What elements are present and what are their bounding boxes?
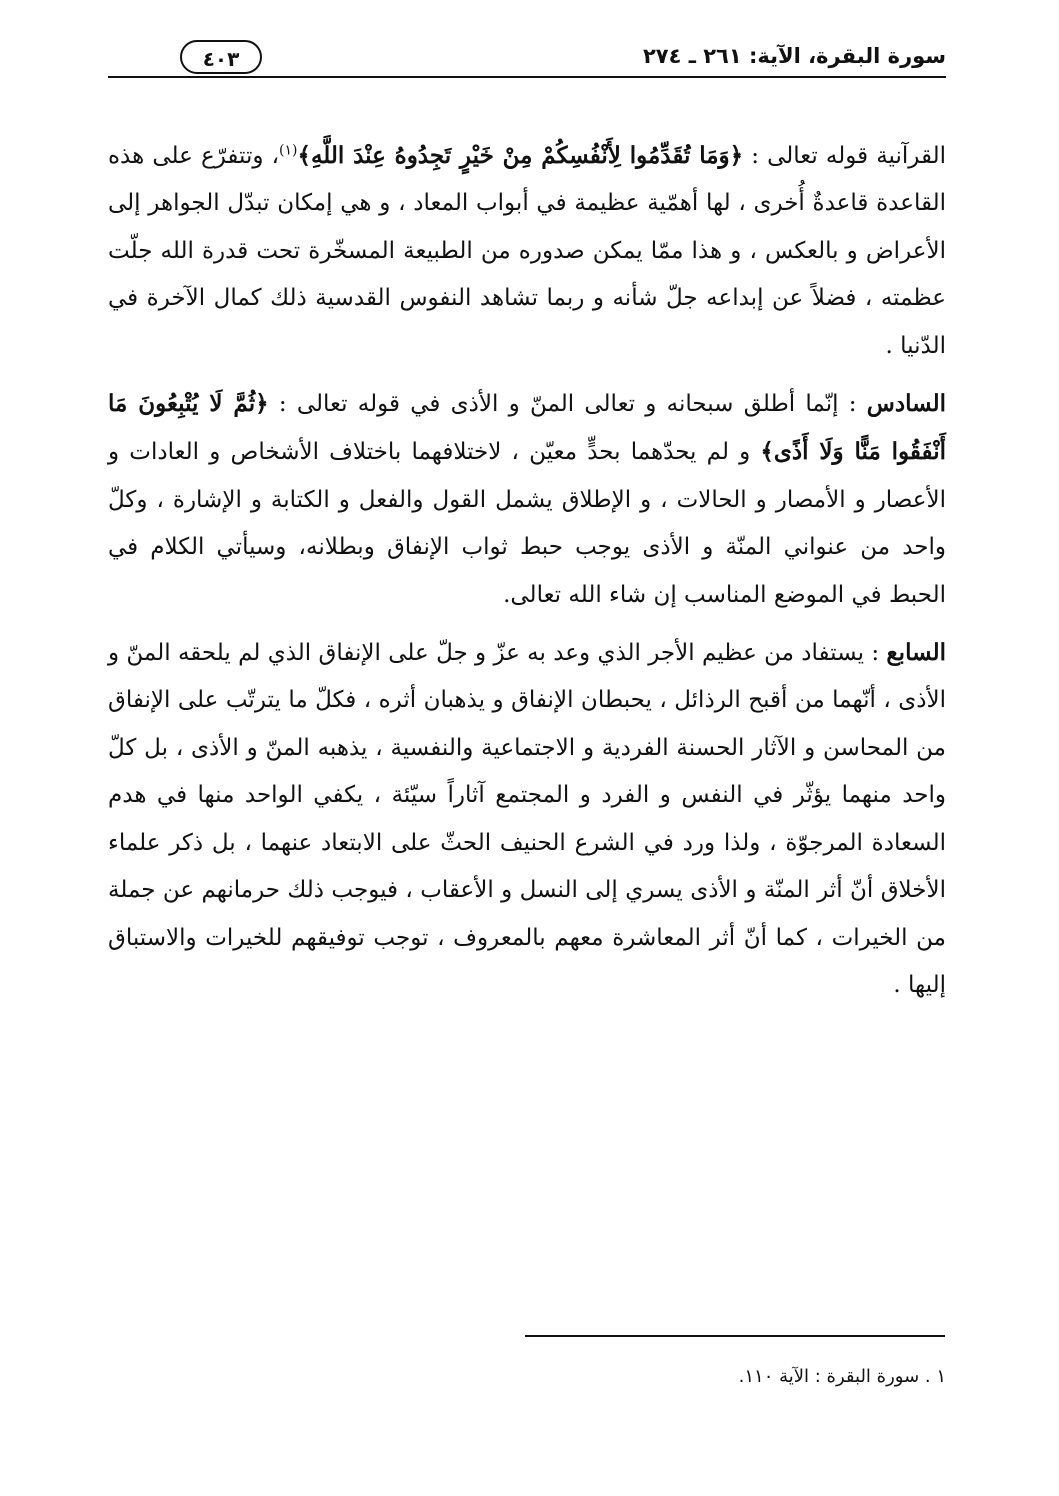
header-rule bbox=[108, 76, 946, 78]
section-lead-seventh: السابع bbox=[886, 639, 946, 667]
page-header bbox=[108, 38, 946, 88]
paragraph-sixth-text-b: و لم يحدّهما بحدٍّ معيّن ، لاختلافهما باختلاف الأشخاص و العادات و الأعصار و الأمصار و الحالات ، و الإطلاق يشمل القول والفعل و الكتابة و الإشارة ، وكلّ واحد من عنواني المنّة و الأذى يوجب حبط ثواب الإنفاق وبطلانه، وسيأتي الكلام في الحبط في الموضع المناسب إن شاء الله تعالى. bbox=[108, 439, 947, 608]
paragraph-seventh bbox=[108, 629, 946, 1009]
paragraph-sixth bbox=[108, 380, 946, 619]
paragraph-seventh-text: : يستفاد من عظيم الأجر الذي وعد به عزّ و جلّ على الإنفاق الذي لم يلحقه المنّ و الأذى ، أنّهما من أقبح الرذائل ، يحبطان الإنفاق و يذهبان أثره ، فكلّ ما يترتّب على الإنفاق من المحاسن و الآثار الحسنة الفردية و الاجتماعية والنفسية ، يذهبه المنّ و الأذى ، بل كلّ واحد منهما يؤثّر في النفس و الفرد و المجتمع آثاراً سيّئة ، يكفي الواحد منها في هدم السعادة المرجوّة ، ولذا ورد في الشرع الحنيف الحثّ على الابتعاد عنهما ، بل ذكر علماء الأخلاق أنّ أثر المنّة و الأذى يسري إلى النسل و الأعقاب ، فيوجب ذلك حرمانهم عن جملة من الخيرات ، كما أنّ أثر المعاشرة معهم بالمعروف ، توجب توفيقهم للخيرات والاستباق إليها . bbox=[108, 640, 946, 998]
paragraph-1-text-a: القرآنية قوله تعالى : bbox=[743, 143, 946, 169]
quran-verse: ﴿ثُمَّ لَا يُتْبِعُونَ مَا أَنْفَقُوا مَنًّا وَلَا أَذًى﴾ bbox=[108, 390, 946, 466]
section-lead-sixth: السادس bbox=[866, 390, 946, 418]
body-text bbox=[108, 132, 946, 1009]
paragraph-1 bbox=[108, 132, 946, 370]
footnote: ١ . سورة البقرة : الآية ١١٠. bbox=[738, 1366, 946, 1387]
footnote-rule bbox=[525, 1335, 945, 1337]
footnote-marker: (١) bbox=[279, 142, 298, 159]
quran-verse: ﴿وَمَا تُقَدِّمُوا لِأَنْفُسِكُمْ مِنْ خَيْرٍ تَجِدُوهُ عِنْدَ اللَّهِ﴾ bbox=[297, 142, 744, 169]
paragraph-1-text-b: ، وتتفرّع على هذه القاعدة قاعدةٌ أُخرى ، لها أهمّية عظيمة في أبواب المعاد ، و هي إمكان تبدّل الجواهر إلى الأعراض و بالعكس ، و هذا ممّا يمكن صدوره من الطبيعة المسخّرة تحت قدرة الله جلّت عظمته ، فضلاً عن إبداعه جلّ شأنه و ربما تشاهد النفوس القدسية ذلك كمال الآخرة في الدّنيا . bbox=[108, 143, 946, 359]
paragraph-sixth-text-a: : إنّما أطلق سبحانه و تعالى المنّ و الأذى في قوله تعالى : bbox=[268, 391, 867, 418]
running-title: سورة البقرة، الآية: ٢٦١ ـ ٢٧٤ bbox=[642, 44, 946, 68]
page-number-badge: ٤٠٣ bbox=[180, 40, 262, 74]
